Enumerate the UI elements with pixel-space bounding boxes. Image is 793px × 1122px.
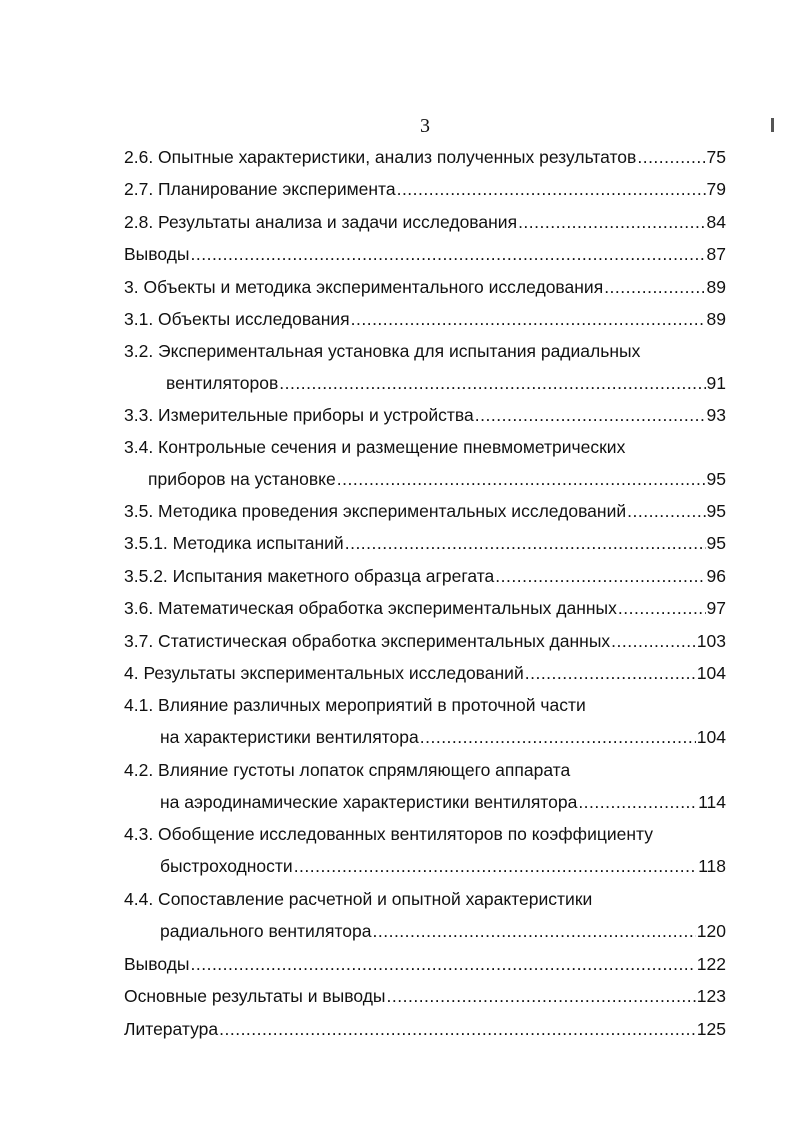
- toc-entry-title: 2.8. Результаты анализа и задачи исследования: [124, 212, 518, 232]
- toc-entry: [124, 340, 726, 394]
- toc-leader-dots: [578, 791, 697, 813]
- toc-entry-page: 75: [706, 147, 726, 167]
- toc-entry-page: 79: [706, 179, 726, 199]
- toc-entry-page: 114: [698, 792, 726, 812]
- toc-entry-title: приборов на установке: [148, 469, 336, 489]
- toc-entry-title: 2.6. Опытные характеристики, анализ полученных результатов: [124, 147, 637, 167]
- toc-entry-page: 122: [696, 954, 726, 974]
- toc-entry-title: 2.7. Планирование эксперимента: [124, 179, 396, 199]
- toc-entry-page: 95: [706, 533, 726, 553]
- toc-entry: [124, 1018, 726, 1040]
- toc-leader-dots: [373, 920, 696, 942]
- toc-leader-dots: [637, 146, 705, 168]
- toc-leader-dots: [518, 211, 705, 233]
- toc-entry: [124, 597, 726, 619]
- toc-entry-title: 3.5. Методика проведения экспериментальных исследований: [124, 501, 627, 521]
- toc-entry: [124, 308, 726, 330]
- toc-entry-title: 3.2. Экспериментальная установка для испытания радиальных: [124, 341, 641, 361]
- toc-entry: [124, 436, 726, 490]
- toc-entry-title: 4.3. Обобщение исследованных вентиляторов по коэффициенту: [124, 824, 654, 844]
- toc-entry: [124, 823, 726, 877]
- toc-leader-dots: [191, 953, 696, 975]
- toc-entry-title: Выводы: [124, 954, 190, 974]
- toc-entry-page: 125: [696, 1019, 726, 1039]
- toc-entry: [124, 243, 726, 265]
- toc-entry-page: 96: [706, 566, 726, 586]
- toc-entry-title: 4. Результаты экспериментальных исследований: [124, 663, 524, 683]
- toc-entry-page: 89: [706, 309, 726, 329]
- toc-leader-dots: [337, 468, 706, 490]
- toc-entry: [124, 211, 726, 233]
- toc-entry: [124, 500, 726, 522]
- toc-entry-title: 3.5.1. Методика испытаний: [124, 533, 344, 553]
- scan-mark: [771, 118, 774, 132]
- page-number: 3: [420, 115, 430, 137]
- toc-entry: [124, 694, 726, 748]
- toc-leader-dots: [279, 372, 705, 394]
- toc-leader-dots: [219, 1018, 696, 1040]
- toc-entry: [124, 565, 726, 587]
- toc-entry-title: 4.1. Влияние различных мероприятий в проточной части: [124, 695, 586, 715]
- toc-entry: [124, 404, 726, 426]
- toc-entry-page: 103: [696, 631, 726, 651]
- toc-entry-title: 3.1. Объекты исследования: [124, 309, 350, 329]
- toc-leader-dots: [387, 985, 696, 1007]
- toc-entry: [124, 178, 726, 200]
- toc-entry-page: 120: [696, 921, 726, 941]
- toc-entry-page: 93: [706, 405, 726, 425]
- toc-entry-title: 3.4. Контрольные сечения и размещение пневмометрических: [124, 437, 626, 457]
- toc-leader-dots: [475, 404, 706, 426]
- toc-leader-dots: [420, 726, 696, 748]
- toc-entry-page: 95: [706, 501, 726, 521]
- toc-leader-dots: [495, 565, 705, 587]
- toc-entry-title: 3. Объекты и методика экспериментального исследования: [124, 277, 604, 297]
- toc-entry-title: 3.6. Математическая обработка экспериментальных данных: [124, 598, 617, 618]
- toc-entry-title: радиального вентилятора: [160, 921, 372, 941]
- toc-entry-title: Основные результаты и выводы: [124, 986, 386, 1006]
- toc-entry-title: на аэродинамические характеристики вентилятора: [160, 792, 578, 812]
- toc-entry: [124, 532, 726, 554]
- toc-entry-page: 91: [706, 373, 726, 393]
- toc-entry-title: 4.2. Влияние густоты лопаток спрямляющего аппарата: [124, 760, 571, 780]
- toc-entry-title: Выводы: [124, 244, 190, 264]
- toc-leader-dots: [611, 630, 696, 652]
- toc-entry: [124, 759, 726, 813]
- toc-entry: [124, 888, 726, 942]
- toc-entry-page: 97: [706, 598, 726, 618]
- toc-entry-title: 3.3. Измерительные приборы и устройства: [124, 405, 474, 425]
- toc-entry-page: 84: [706, 212, 726, 232]
- toc-entry-title: 3.5.2. Испытания макетного образца агрегата: [124, 566, 495, 586]
- toc-entry-title: вентиляторов: [166, 373, 279, 393]
- toc-entry-title: на характеристики вентилятора: [160, 727, 419, 747]
- toc-entry-page: 87: [706, 244, 726, 264]
- toc-leader-dots: [397, 178, 706, 200]
- toc-entry: [124, 985, 726, 1007]
- toc-leader-dots: [604, 276, 705, 298]
- toc-leader-dots: [627, 500, 705, 522]
- toc-leader-dots: [191, 243, 706, 265]
- toc-entry: [124, 146, 726, 168]
- toc-leader-dots: [525, 662, 696, 684]
- toc-leader-dots: [345, 532, 706, 554]
- toc-entry: [124, 630, 726, 652]
- toc-entry: [124, 662, 726, 684]
- toc-entry-title: Литература: [124, 1019, 219, 1039]
- toc-entry: [124, 276, 726, 298]
- toc-leader-dots: [351, 308, 706, 330]
- toc-entry-title: быстроходности: [160, 856, 293, 876]
- toc-entry-page: 104: [696, 727, 726, 747]
- toc-entry-title: 3.7. Статистическая обработка экспериментальных данных: [124, 631, 611, 651]
- toc-entry-page: 123: [696, 986, 726, 1006]
- toc-entry: [124, 953, 726, 975]
- toc-leader-dots: [294, 855, 697, 877]
- toc-entry-title: 4.4. Сопоставление расчетной и опытной характеристики: [124, 889, 593, 909]
- toc-entry-page: 89: [706, 277, 726, 297]
- toc-leader-dots: [618, 597, 706, 619]
- toc-entry-page: 118: [698, 856, 726, 876]
- toc-entry-page: 104: [696, 663, 726, 683]
- toc-entry-page: 95: [706, 469, 726, 489]
